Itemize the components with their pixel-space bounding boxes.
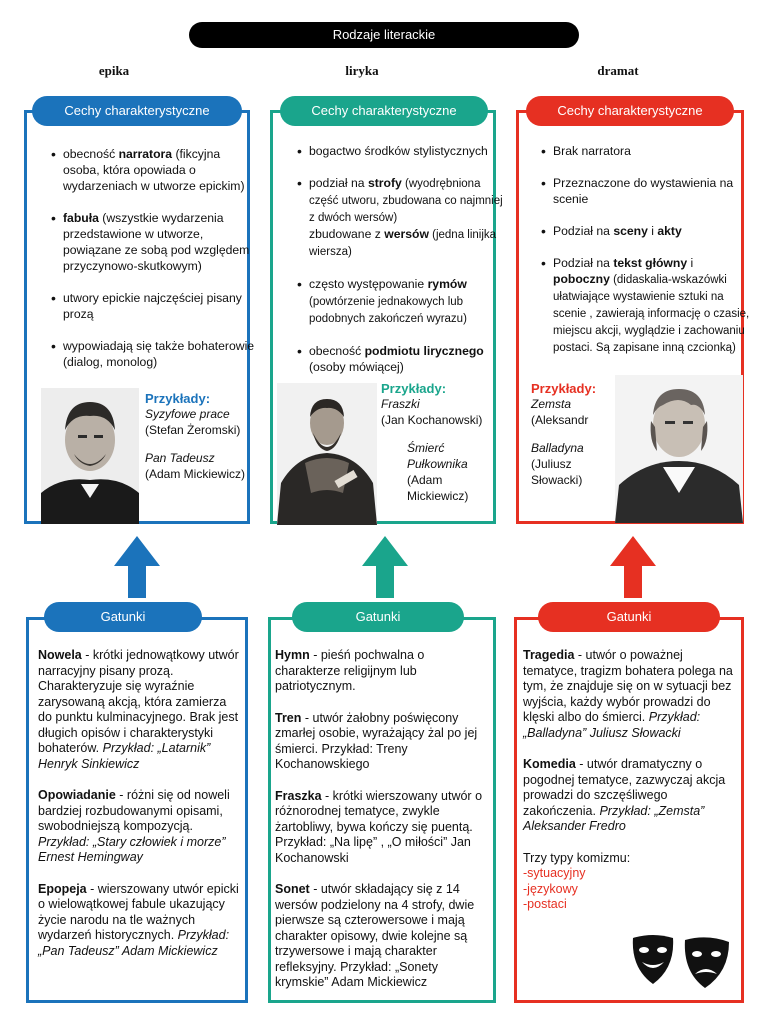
portrait-fredro <box>615 375 743 523</box>
genre-opowiadanie: Opowiadanie - różni się od noweli bardziej rozbudowanymi opisami, swobodniejszą kompozycją. Przykład: „Stary człowiek i morze” Ernest Hemingway <box>38 788 230 864</box>
example-title: Śmierć Pułkownika <box>407 441 468 471</box>
example-author: (Stefan Żeromski) <box>145 423 241 437</box>
genre-fraszka: Fraszka - krótki wierszowany utwór o różnorodnej tematyce, zwykle żartobliwy, bywa kończy się puentą. Przykład: „Na lipę” , „O miłości” Jan Kochanowski <box>275 788 483 865</box>
examples-label: Przykłady: <box>145 391 211 406</box>
genre-hymn: Hymn - pieśń pochwalna o charakterze religijnym lub patriotycznym. <box>275 648 425 693</box>
dramat-features-box <box>516 110 750 524</box>
epika-genres-label: Gatunki <box>44 602 202 632</box>
portrait-zeromski <box>41 388 139 524</box>
list-item: • wypowiadają się także bohaterowie (dialog, monolog) <box>63 338 259 370</box>
list-item: • często występowanie rymów (powtórzenie jednakowych lub podobnych zakończeń wyrazu) <box>309 276 507 327</box>
epika-genres-box <box>26 617 248 1003</box>
example-title: Fraszki <box>381 397 420 411</box>
dramat-genres-label: Gatunki <box>538 602 720 632</box>
example-author: (Adam Mickiewicz) <box>407 473 469 503</box>
comedy-type: -postaci <box>523 897 567 911</box>
examples-label: Przykłady: <box>531 381 597 396</box>
list-item: • Przeznaczone do wystawienia na scenie <box>553 175 753 207</box>
list-item: • obecność podmiotu lirycznego (osoby mówiącej) <box>309 343 507 375</box>
arrow-up-icon <box>114 536 160 598</box>
genre-epopeja: Epopeja - wierszowany utwór epicki o wielowątkowej fabule ukazujący życie narodu na tle ważnych wydarzeń historycznych. Przykład: „Pan Tadeusz” Adam Mickiewicz <box>38 881 239 958</box>
page-title: Rodzaje literackie <box>189 22 579 48</box>
genre-nowela: Nowela - krótki jednowątkowy utwór narracyjny pisany prozą. Charakteryzuje się wyraźnie zarysowaną akcją, która zamierza do punktu kulminacyjnego. Brak jest długich opisów i charakterystyki bohaterów. Przykład: „Latarnik” Henryk Sinkiewicz <box>38 648 239 771</box>
genre-sonet: Sonet - utwór składający się z 14 wersów podzielony na 4 strofy, dwie pierwsze są czterowersowe i mają charakter opisowy, dwie kolejne są trzywersowe i mają charakter refleksyjny. Przykład: „Sonety krymskie” Adam Mickiewicz <box>275 882 475 989</box>
list-item: • Podział na tekst główny i poboczny (didaskalia-wskazówki ułatwiające wystawienie sztuki na scenie , zawierają informację o czasie, miejscu akcji, wyglądzie i zachowaniu postaci. Są zapisane inną czcionką) <box>553 255 753 356</box>
examples-label: Przykłady: <box>381 381 447 396</box>
arrow-up-icon <box>362 536 408 598</box>
liryka-features-list <box>295 143 507 391</box>
column-heading-liryka: liryka <box>345 63 379 78</box>
list-item-continued: zbudowane z wersów (jedna linijka wiersza) <box>309 227 497 258</box>
liryka-genres-box <box>268 617 496 1003</box>
epika-features-label: Cechy charakterystyczne <box>32 96 242 126</box>
example-author: (Jan Kochanowski) <box>381 413 483 427</box>
genre-komedia: Komedia - utwór dramatyczny o pogodnej tematyce, zazwyczaj akcja prowadzi do szczęśliwego zakończenia. Przykład: „Zemsta” Aleksander Fredro <box>523 757 726 833</box>
liryka-features-label: Cechy charakterystyczne <box>280 96 488 126</box>
list-item: • obecność narratora (fikcyjna osoba, która opowiada o wydarzeniach w utworze epickim) <box>63 146 259 194</box>
genre-tren: Tren - utwór żałobny poświęcony zmarłej osobie, wyrażający żal po jej śmierci. Przykład: Treny Kochanowskiego <box>275 710 478 771</box>
comedy-types-title: Trzy typy komizmu: <box>523 850 631 865</box>
dramat-features-label: Cechy charakterystyczne <box>526 96 734 126</box>
dramat-genres-box <box>514 617 744 1003</box>
example-author: (Aleksandr <box>531 413 589 427</box>
example-author: (Juliusz Słowacki) <box>531 457 583 487</box>
epika-features-box <box>24 110 255 524</box>
portrait-kochanowski <box>277 383 377 525</box>
column-heading-dramat: dramat <box>597 63 639 78</box>
list-item: • Brak narratora <box>553 143 753 159</box>
column-heading-epika: epika <box>98 63 130 78</box>
comedy-type: -sytuacyjny <box>523 866 586 880</box>
genre-tragedia: Tragedia - utwór o poważnej tematyce, tragizm bohatera polega na tym, że znajduje się on w sytuacji bez wyjścia, każdy wybór prowadzi do klęski albo do śmierci. Przykład: „Balladyna” Juliusz Słowacki <box>523 648 733 740</box>
example-title: Pan Tadeusz <box>145 451 215 465</box>
list-item: • podział na strofy (wyodrębniona część utworu, zbudowana co najmniej z dwóch wersów) <box>309 175 507 226</box>
theater-masks-icon <box>629 932 733 992</box>
example-author: (Adam Mickiewicz) <box>145 467 246 481</box>
list-item: • bogactwo środków stylistycznych <box>309 143 507 159</box>
example-title: Syzyfowe prace <box>145 407 230 421</box>
comedy-type: -językowy <box>523 881 578 896</box>
arrow-up-icon <box>610 536 656 598</box>
dramat-features-list <box>539 143 753 372</box>
liryka-genres-label: Gatunki <box>292 602 464 632</box>
example-title: Balladyna <box>531 441 584 455</box>
liryka-features-box <box>270 110 503 524</box>
example-title: Zemsta <box>531 397 572 411</box>
list-item: • Podział na sceny i akty <box>553 223 753 239</box>
list-item: • utwory epickie najczęściej pisany prozą <box>63 290 259 322</box>
epika-features-list <box>49 146 259 386</box>
list-item: • fabuła (wszystkie wydarzenia przedstawione w utworze, powiązane ze sobą pod względem przyczynowo-skutkowym) <box>63 210 259 274</box>
